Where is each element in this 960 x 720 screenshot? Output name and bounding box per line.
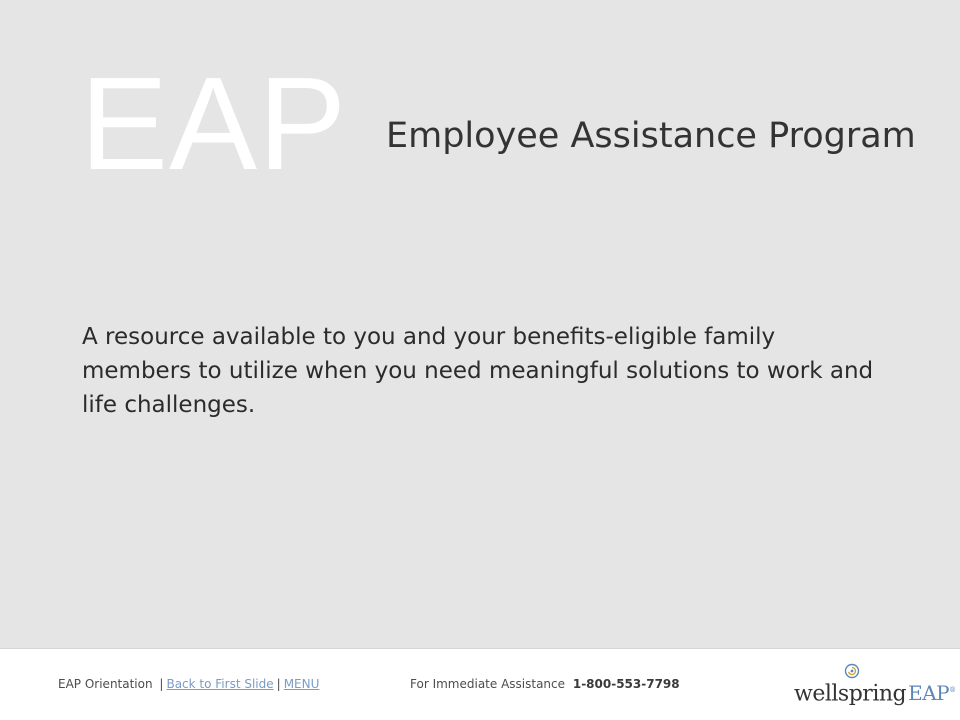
footer-nav	[58, 676, 319, 692]
acronym-heading: EAP	[80, 50, 348, 197]
logo-brand: wellspring	[794, 681, 907, 707]
phone-number: 1-800-553-7798	[572, 677, 680, 691]
footer-bar	[0, 648, 960, 720]
wellspring-eap-logo	[794, 663, 956, 707]
separator: |	[276, 677, 281, 691]
back-to-first-slide-link[interactable]: Back to First Slide	[166, 677, 274, 691]
logo-suffix: EAP	[908, 681, 950, 706]
assistance-label: For Immediate Assistance	[410, 677, 566, 691]
orientation-label: EAP Orientation	[58, 677, 153, 691]
description-text: A resource available to you and your benefits-eligible family members to utilize when you need meaningful solutions to work and life challenges.	[82, 324, 874, 418]
swirl-icon	[844, 663, 860, 679]
page-title: Employee Assistance Program	[386, 116, 916, 156]
logo-reg-mark: ®	[949, 686, 956, 694]
separator: |	[159, 677, 164, 691]
menu-link[interactable]: MENU	[283, 677, 320, 691]
logo-wordmark	[794, 679, 956, 705]
assistance-info	[410, 676, 680, 692]
